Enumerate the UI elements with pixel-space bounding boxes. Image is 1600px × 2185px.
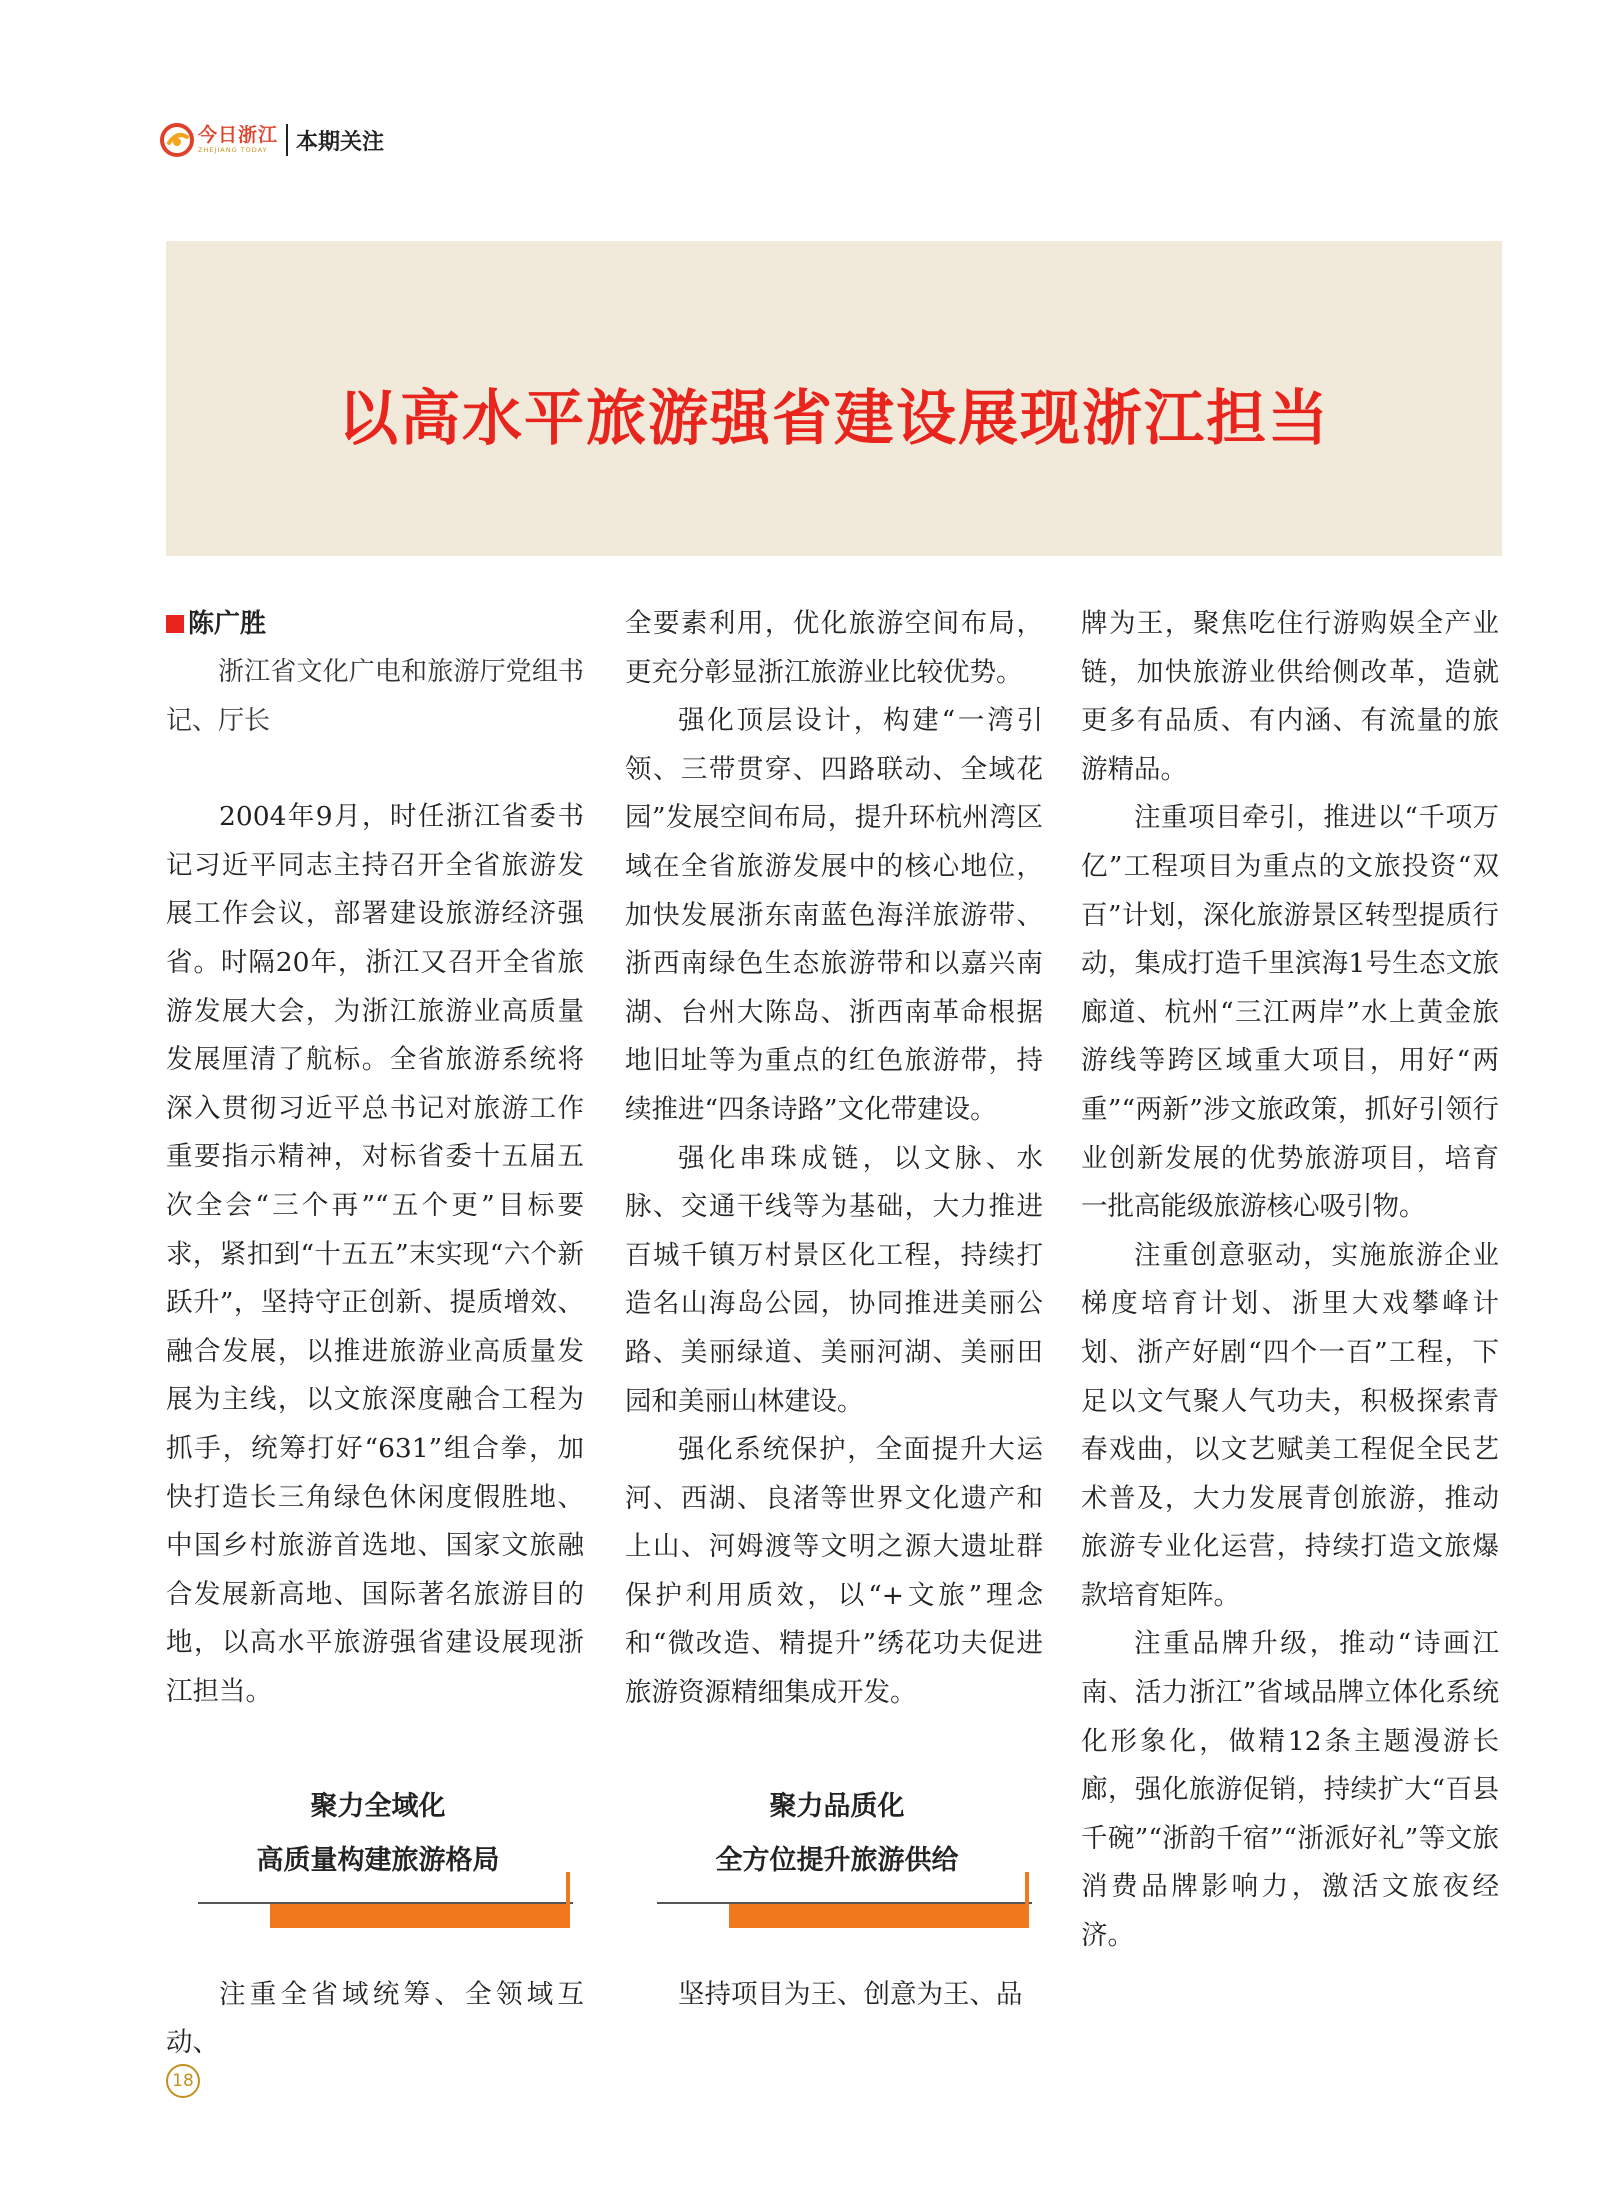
heading-accent-tick xyxy=(566,1872,570,1928)
section1-heading-line1: 聚力全域化 xyxy=(310,1791,446,1822)
title-banner xyxy=(166,241,1502,556)
intro-paragraph: 2004年9月，时任浙江省委书记习近平同志主持召开全省旅游发展工作会议，部署建设旅游经济强省。时隔20年，浙江又召开全省旅游发展大会，为浙江旅游业高质量发展厘清了航标。全省旅游系统将深入贯彻习近平总书记对旅游工作重要指示精神，对标省委十五届五次全会“三个再”“五个更”目标要求，紧扣到“十五五”末实现“六个新跃升”，坚持守正创新、提质增效、融合发展，以推进旅游业高质量发展为主线，以文旅深度融合工程为抓手，统筹打好“631”组合拳，加快打造长三角绿色休闲度假胜地、中国乡村旅游首选地、国家文旅融合发展新高地、国际著名旅游目的地，以高水平旅游强省建设展现浙江担当。 xyxy=(166,801,584,1707)
section2-paragraph-2: 注重项目牵引，推进以“千项万亿”工程项目为重点的文旅投资“双百”计划，深化旅游景区转型提质行动，集成打造千里滨海1号生态文旅廊道、杭州“三江两岸”水上黄金旅游线等跨区域重大项目，用好“两重”“两新”涉文旅政策，抓好引领行业创新发展的优势旅游项目，培育一批高能级旅游核心吸引物。 xyxy=(1081,802,1499,1223)
page-header xyxy=(160,118,384,162)
section1-paragraph-continued: 全要素利用，优化旅游空间布局，更充分彰显浙江旅游业比较优势。 xyxy=(625,608,1043,688)
header-divider xyxy=(286,124,288,156)
column-2 xyxy=(625,600,1043,1718)
section2-paragraph-4: 注重品牌升级，推动“诗画江南、活力浙江”省域品牌立体化系统化形象化，做精12条主题漫游长廊，强化旅游促销，持续扩大“百县千碗”“浙韵千宿”“浙派好礼”等文旅消费品牌影响力，激活文旅夜经济。 xyxy=(1081,1628,1499,1952)
column-1 xyxy=(166,600,584,1716)
author-marker xyxy=(166,615,184,633)
article-title: 以高水平旅游强省建设展现浙江担当 xyxy=(338,384,1330,454)
logo-chinese-name: 今日浙江 xyxy=(198,124,279,147)
section2-heading-line1: 聚力品质化 xyxy=(769,1791,905,1822)
section1-paragraph-2: 强化顶层设计，构建“一湾引领、三带贯穿、四路联动、全域花园”发展空间布局，提升环杭州湾区域在全省旅游发展中的核心地位，加快发展浙东南蓝色海洋旅游带、浙西南绿色生态旅游带和以嘉兴南湖、台州大陈岛、浙西南革命根据地旧址等为重点的红色旅游带，持续推进“四条诗路”文化带建设。 xyxy=(625,705,1043,1125)
section2-heading-line2: 全方位提升旅游供给 xyxy=(715,1845,959,1876)
magazine-logo xyxy=(160,123,278,157)
section2-paragraph-continued: 牌为王，聚焦吃住行游购娱全产业链，加快旅游业供给侧改革，造就更多有品质、有内涵、有流量的旅游精品。 xyxy=(1081,608,1499,785)
section2-paragraph-3: 注重创意驱动，实施旅游企业梯度培育计划、浙里大戏攀峰计划、浙产好剧“四个一百”工程，下足以文气聚人气功夫，积极探索青春戏曲，以文艺赋美工程促全民艺术普及，大力发展青创旅游，推动旅游专业化运营，持续打造文旅爆款培育矩阵。 xyxy=(1081,1239,1499,1611)
column-3 xyxy=(1081,600,1499,1961)
author-name: 陈广胜 xyxy=(188,608,267,639)
section1-heading-line2: 高质量构建旅游格局 xyxy=(256,1845,500,1876)
section1-paragraph-1: 注重全省域统筹、全领域互动、 xyxy=(166,1978,584,2059)
heading-accent-tick xyxy=(1025,1872,1029,1928)
section1-paragraph-4: 强化系统保护，全面提升大运河、西湖、良渚等世界文化遗产和上山、河姆渡等文明之源大遗址群保护利用质效，以“+文旅”理念和“微改造、精提升”绣花功夫促进旅游资源精细集成开发。 xyxy=(625,1434,1043,1709)
section2-paragraph-1: 坚持项目为王、创意为王、品 xyxy=(678,1978,1023,2010)
section1-paragraph-3: 强化串珠成链，以文脉、水脉、交通干线等为基础，大力推进百城千镇万村景区化工程，持续打造名山海岛公园，协同推进美丽公路、美丽绿道、美丽河湖、美丽田园和美丽山林建设。 xyxy=(625,1142,1043,1417)
author-affiliation: 浙江省文化广电和旅游厅党组书记、厅长 xyxy=(166,657,584,736)
logo-swirl-icon xyxy=(160,123,194,157)
page-number: 18 xyxy=(166,2064,200,2098)
heading-accent-bar xyxy=(270,1904,570,1928)
section2-heading xyxy=(637,1780,1037,1888)
section-label: 本期关注 xyxy=(296,129,385,155)
logo-english-name: ZHEJIANG TODAY xyxy=(198,146,268,155)
section1-heading xyxy=(178,1780,578,1888)
author-line xyxy=(166,600,584,648)
heading-accent-bar xyxy=(729,1904,1029,1928)
